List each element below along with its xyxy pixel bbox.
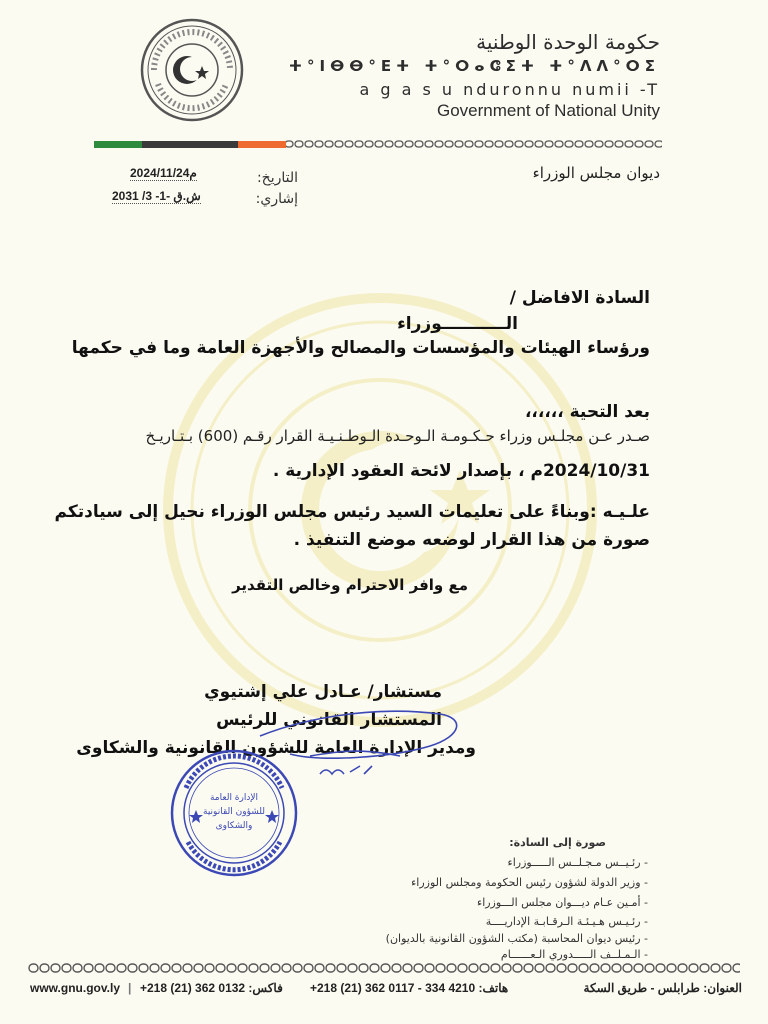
stamp-line-2: للشؤون القانونية	[203, 807, 265, 817]
cc-item: - وزير الدولة لشؤون رئيس الحكومة ومجلس الوزراء	[411, 876, 648, 889]
reference-value: ش.ق -1- 3/ 2031	[112, 189, 201, 203]
stamp-line-3: والشكاوى	[215, 821, 253, 831]
cc-item: - رئـيــس مـجـلــس الـــــوزراء	[507, 856, 648, 869]
addressee-line-3: ورؤساء الهيئات والمؤسسات والمصالح والأجهزة العامة وما في حكمها	[71, 338, 650, 358]
cc-item: - الـمـلــف الـــــدوري الـعــــــام	[500, 948, 648, 961]
header-divider	[94, 139, 662, 149]
footer-phone: +218 (21) 362 0117 - 334 4210 :هاتف	[310, 981, 509, 995]
date-value: 2024/11/24م	[130, 166, 197, 180]
libya-state-seal	[140, 14, 244, 126]
official-stamp	[164, 748, 304, 878]
paragraph-2-line-1: علـيـه :وبناءً على تعليمات السيد رئيس مجلس الوزراء نحيل إلى سيادتكم	[54, 502, 650, 522]
footer-separator: |	[128, 981, 132, 995]
cc-item: - رئيس ديوان المحاسبة (مكتب الشؤون القانونية بالديوان)	[385, 932, 648, 945]
cc-heading: صورة إلى السادة:	[509, 836, 606, 849]
header-title-arabic: حكومة الوحدة الوطنية	[476, 30, 660, 54]
paragraph-1-line-2: 2024/10/31م ، بإصدار لائحة العقود الإدارية .	[272, 461, 650, 481]
date-label: التاريخ:	[256, 170, 298, 186]
paragraph-1-line-1: صـدر عـن مجلـس وزراء حـكـومـة الـوحـدة الـوطـنـيـة القرار رقـم (600) بـتـاريـخ	[145, 427, 650, 445]
header-title-tifinagh: ⵜ°ⵏⴱⴱ°ⴹⵜ ⵜ°ⵔⴰⵛⵉⵜ ⵜ°ⴷⴷ°ⵔⵉ	[288, 57, 660, 75]
footer-fax: +218 (21) 362 0132 :فاكس	[140, 981, 283, 995]
paragraph-2-line-2: صورة من هذا القرار لوضعه موضع التنفيذ .	[293, 530, 650, 550]
addressee-line-2: الـــــــــــوزراء	[397, 314, 518, 334]
office-name: ديوان مجلس الوزراء	[532, 164, 660, 182]
stamp-line-1: الإدارة العامة	[209, 793, 259, 803]
footer-website: www.gnu.gov.ly	[30, 981, 120, 995]
header-title-latin: a g a s u nduronnu numii -T	[359, 80, 660, 99]
addressee-line-1: السادة الافاضل /	[509, 288, 650, 308]
reference-label: إشاري:	[255, 191, 298, 207]
signatory-title-2: ومدير الإدارة العامة للشؤون القانونية والشكاوى	[76, 738, 476, 758]
footer-address: العنوان: طرابلس - طريق السكة	[583, 981, 742, 995]
footer-divider	[28, 962, 740, 974]
closing-line: مع وافر الاحترام وخالص التقدير	[232, 576, 468, 594]
cc-item: - رئـيـس هـيـئـة الـرقـابـة الإداريــــة	[485, 915, 648, 928]
signatory-name: مستشار/ عـادل علي إشتيوي	[204, 682, 442, 702]
signatory-title-1: المستشار القانوني للرئيس	[216, 710, 442, 730]
cc-item: - أمـين عـام ديـــوان مجلس الـــوزراء	[477, 896, 648, 909]
header-title-english: Government of National Unity	[437, 101, 660, 120]
greeting: بعد التحية ،،،،،،	[524, 402, 650, 422]
